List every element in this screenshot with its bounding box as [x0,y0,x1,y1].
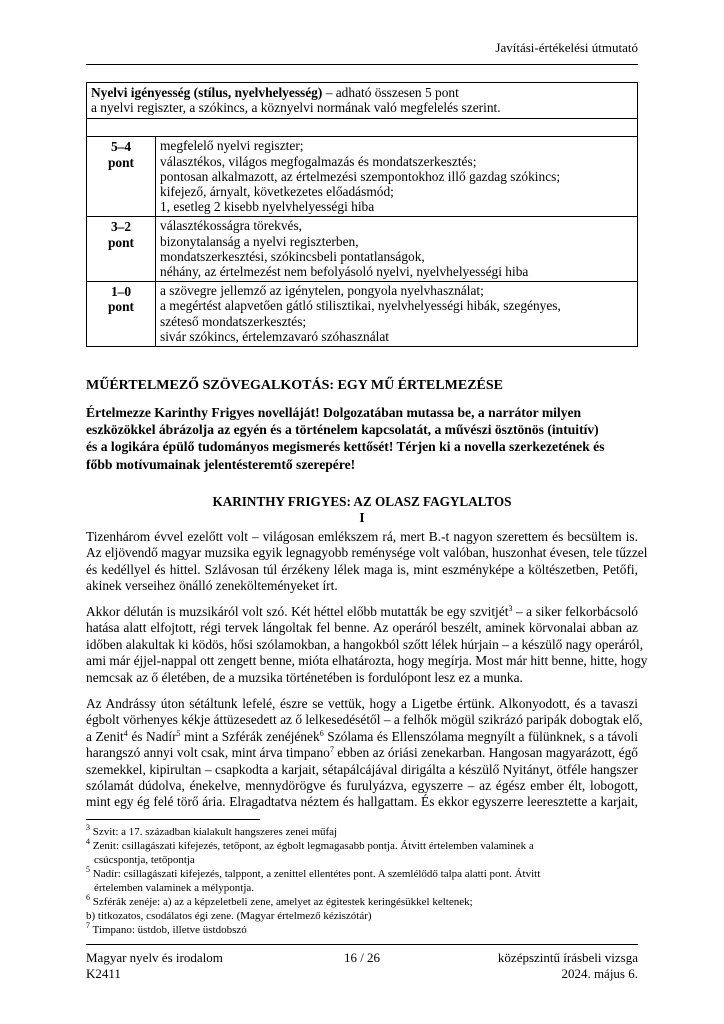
criteria-heading-bold: Nyelvi igényesség (stílus, nyelvhelyesség) [91,85,323,100]
footnote-mark: 6 [319,728,324,738]
paragraph-2 [86,604,648,686]
footnote [86,923,638,937]
criteria-row [87,217,638,282]
description-line: a megértést alapvetően gátló stilisztikai, nyelvhelyességi hibák, szegényes, [160,298,561,314]
text-line: Az Andrássy úton sétáltunk lefelé, észre se vettük, hogy a Ligetbe értünk. Alkonyodott, és a tavaszi [86,696,638,711]
footer-subject: Magyar nyelv és irodalom [86,950,223,965]
footnote-rule [86,819,260,820]
criteria-heading-line2: a nyelvi regiszter, a szókincs, a köznyelvi normának való megfelelés szerint. [91,100,501,116]
description-line: széteső mondatszerkesztés; [160,313,307,329]
score-unit: pont [107,234,135,250]
footnote-text: Szvit: a 17. században kialakult hangszeres zenei műfaj [90,826,338,838]
footnote-continuation: értelemben valaminek a mélypontja. [94,882,255,894]
text-line: nemcsak az ő életében, de a muzsika történetében is fordulópont lesz ez a munka. [86,669,523,685]
footer-code: K2411 [86,966,121,981]
criteria-heading-rest: – adható összesen 5 pont [322,85,459,100]
description-line: választékos, világos megfogalmazás és mondatszerkesztés; [160,153,477,169]
footnote [86,825,638,839]
footnote-text: Nadír: csillagászati kifejezés, talppont, a zenittel ellentétes pont. A szemlélődő talpa alatti pont. Átvitt [90,868,541,880]
text-line: Az eljövendő magyar muzsika egyik legnagyobb reménysége volt valóban, huszonhat évesen, tele tűzzel [86,545,648,561]
footnote-mark: 7 [329,745,334,755]
footer-right [498,950,638,982]
text-line [86,729,638,745]
score-cell [87,217,156,282]
task-line: eszközökkel ábrázolja az egyén és a történelem kapcsolatát, a művészi ösztönös (intuitív) [86,422,599,438]
text-segment: ebben az óriási zenekarban. Hangosan magyarázott, égő [333,745,638,761]
footer-exam: középszintű írásbeli vizsga [497,950,638,965]
task-line: Értelmezze Karinthy Frigyes novelláját! Dolgozatában mutassa be, a narrátor milyen [86,405,582,420]
text-segment: – a siker felkorbácsoló [512,604,639,619]
task-line: főbb motívumainak jelentésteremtő szerepére! [86,456,356,472]
footnote-text: Szférák zenéje: a) az a képzeletbeli zene, amelyet az égitestek keringésükkel keltenek; [90,896,473,908]
footnote-mark: 5 [176,728,181,738]
description-line: megfelelő nyelvi regiszter; [160,138,304,154]
footnote-text: Timpano: üstdob, illetve üstdobszó [90,924,247,936]
text-segment: és Nadír [127,728,177,744]
text-line: szólamát dúdolva, énekelve, mennydörögve és furulyázva, egyszerre – az égész ember élt, lobogott, [86,778,638,794]
header-rule [86,64,638,65]
footnote-text: Zenit: csillagászati kifejezés, tetőpont, az égbolt legmagasabb pontja. Átvitt értelemben valaminek a [90,840,534,852]
description-cell [156,282,638,347]
footer-rule [86,944,638,945]
paragraph-1 [86,529,648,595]
description-line: a szövegre jellemző az igénytelen, pongyola nyelvhasználat; [160,283,484,299]
description-line: néhány, az értelmezést nem befolyásoló nyelvi, nyelvhelyességi hiba [160,264,529,280]
task-line: és a logikára épülő tudományos megismerés kettősét! Térjen ki a novella szerkezetének és [86,439,605,455]
description-line: bizonytalanság a nyelvi regiszterben, [160,233,359,249]
footnote-continuation: b) titkozatos, csodálatos égi zene. (Magyar értelmező kéziszótár) [86,910,372,922]
text-line [86,604,638,620]
footnote-number: 7 [86,921,90,930]
footnote-number: 5 [86,865,90,874]
footnote-mark: 3 [508,604,513,613]
footnote-number: 6 [86,893,90,902]
score-range: 3–2 [110,219,132,235]
score-unit: pont [107,299,135,315]
text-line: égbolt vörhenyes kékje áttüzesedett az ő lelkesedésétől – a felhők mögül szikrázó paripák dobogtak elő, [86,712,643,728]
text-segment: a Zenit [86,728,124,744]
text-line: szemekkel, kipirultan – csapkodta a karjait, sétapálcájával dirigálta a készülő Nyitányt, ötféle hangszer [86,761,638,777]
footnote [86,895,638,909]
footer-date: 2024. május 6. [561,966,638,981]
text-line: és kedéllyel és hittel. Szlávosan túl érzékeny lélek maga is, mint eszményképe a költészetben, Petőfi, [86,561,638,577]
criteria-heading [87,83,638,119]
text-line: Tizenhárom évvel ezelőtt volt – világosan emlékszem rá, mert B.-t nagyon szerettem és becsültem is. [86,529,638,544]
text-segment: Szólama és Ellenszólama megnyílt a fülünknek, s a távoli [323,728,638,744]
page-number: 16 / 26 [343,950,381,965]
score-unit: pont [107,154,135,170]
section-title: MŰÉRTELMEZŐ SZÖVEGALKOTÁS: EGY MŰ ÉRTELMEZÉSE [86,378,504,393]
chapter-number: I [359,510,365,525]
score-range: 5–4 [110,139,132,155]
score-cell [87,137,156,217]
score-range: 1–0 [110,284,132,300]
description-line: kifejező, árnyalt, következetes előadásmód; [160,184,394,200]
text-line: mint egy ég felé törő ária. Elragadtatva néztem és hallgattam. És ekkor egyszerre leeresztette a karjait, [86,794,638,810]
footnote [86,839,638,853]
description-line: sivár szókincs, értelemzavaró szóhasználat [160,328,390,344]
footnote [86,867,638,881]
text-line [86,745,638,761]
text-segment: Akkor délután is muzsikáról volt szó. Két héttel előbb mutatták be egy szvitjét [86,604,509,619]
footnote-continuation: csúcspontja, tetőpontja [94,854,195,866]
paragraph-3 [86,696,643,811]
footnote-number: 3 [86,823,90,832]
text-line: időben alakultak ki ködös, hősi szólamokban, a hangokból szőtt lélek húrjain – a készülő nagy operáról, [86,636,644,652]
text-line: ami már éjjel-nappal ott zengett benne, mióta elhatározta, hogy megírja. Most már hitt benne, hitte, hogy [86,653,648,669]
footnote-mark: 4 [123,728,128,738]
description-cell [156,137,638,217]
description-cell [156,217,638,282]
text-line: hatása alatt elfojtott, régi tervek lángoltak fel benne. Az operáról beszélt, aminek körvonalai abban az [86,620,638,636]
score-cell [87,282,156,347]
table-spacer [87,119,638,137]
footnote-number: 4 [86,837,90,846]
task-instructions [86,404,638,473]
text-line: akinek verseihez önálló zenekölteményeket írt. [86,578,338,594]
running-header: Javítási-értékelési útmutató [495,40,638,55]
criteria-row [87,137,638,217]
footnotes [86,825,638,937]
description-line: pontosan alkalmazott, az értelmezési szempontokhoz illő gazdag szókincs; [160,168,561,184]
novel-title: KARINTHY FRIGYES: AZ OLASZ FAGYLALTOS [212,494,512,509]
text-segment: mint a Szférák zenéjének [180,728,320,744]
text-segment: harangszó annyi volt csak, mint árva timpano [86,745,330,761]
description-line: választékosságra törekvés, [160,218,303,234]
criteria-row [87,282,638,347]
description-line: 1, esetleg 2 kisebb nyelvhelyességi hiba [160,199,375,215]
criteria-table [86,82,638,347]
description-line: mondatszerkesztési, szókincsbeli pontatlanságok, [160,248,425,264]
